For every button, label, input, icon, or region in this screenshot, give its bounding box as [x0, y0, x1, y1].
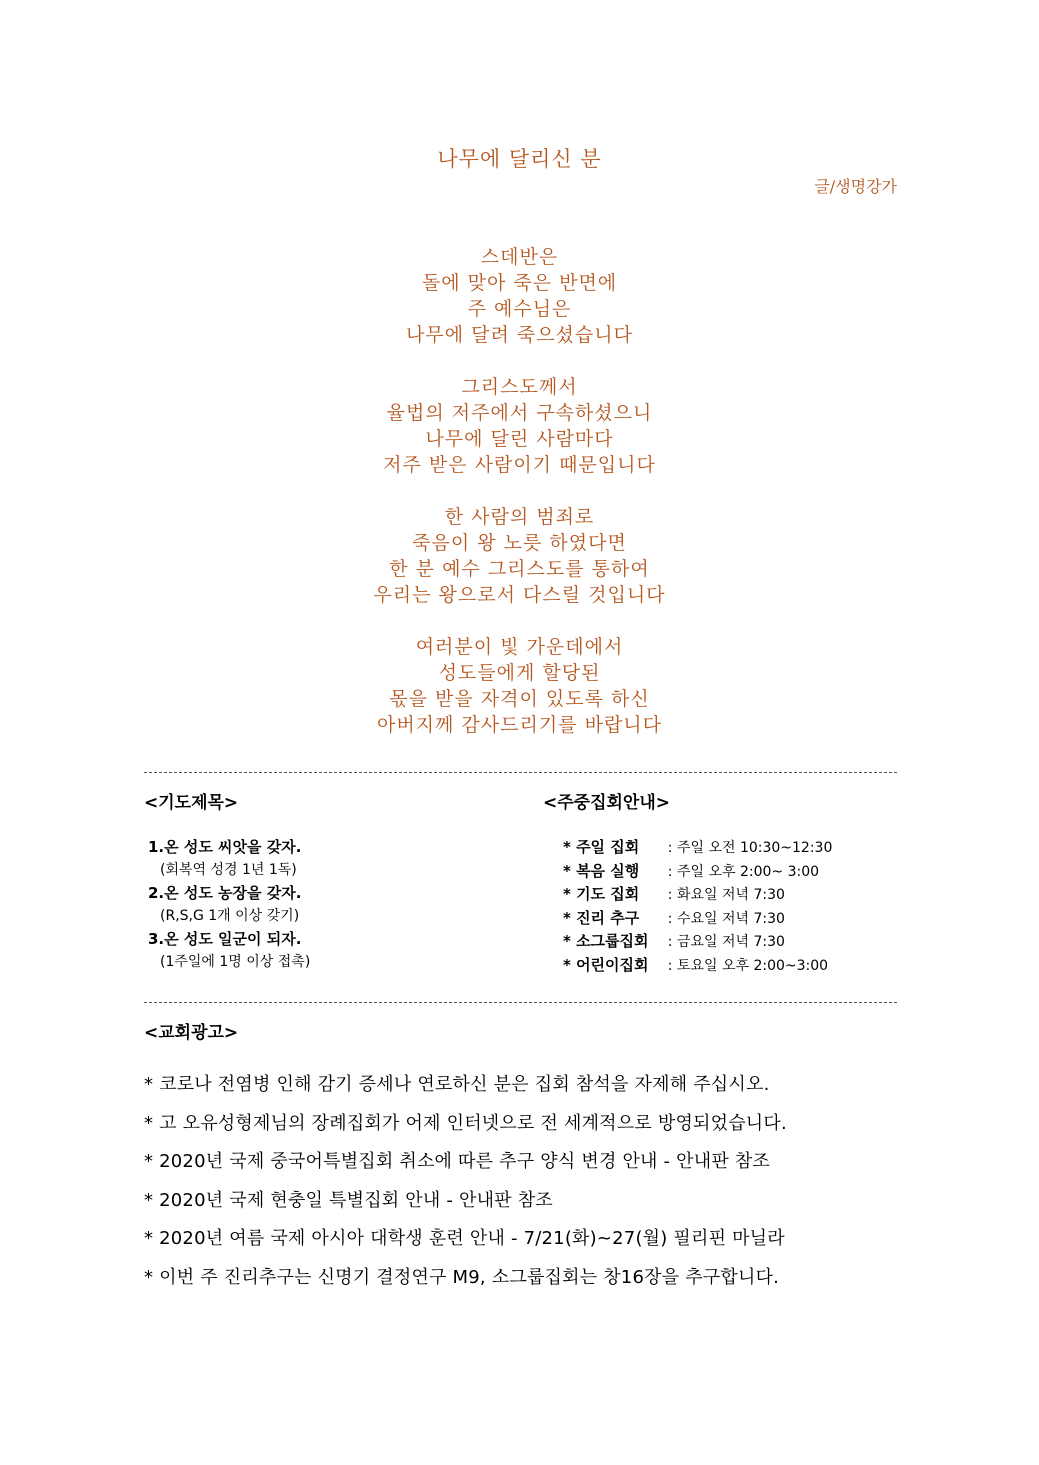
prayer-item-note: (1주일에 1명 이상 접촉): [160, 954, 311, 970]
announcement-item: * 2020년 국제 현충일 특별집회 안내 - 안내판 참조: [144, 1189, 553, 1211]
meeting-row: [563, 883, 832, 907]
meeting-time: : 주일 오후 2:00~ 3:00: [667, 863, 820, 880]
section-divider: [144, 772, 897, 773]
poem-line: 한 분 예수 그리스도를 통하여: [389, 558, 650, 580]
meetings-heading: <주중집회안내>: [543, 793, 671, 813]
announcement-item: * 이번 주 진리추구는 신명기 결정연구 M9, 소그룹집회는 창16장을 추구합니다.: [144, 1266, 780, 1288]
meeting-name: * 어린이집회: [563, 955, 649, 974]
meeting-name: * 복음 실행: [563, 861, 640, 880]
poem-body: [0, 244, 1039, 764]
prayer-item-title: 2.온 성도 농장을 갖자.: [148, 884, 302, 902]
meeting-row: [563, 954, 832, 978]
poem-stanza: [0, 504, 1039, 608]
meeting-time: : 금요일 저녁 7:30: [667, 934, 785, 950]
poem-line: 스데반은: [480, 246, 559, 268]
prayer-item-title: 3.온 성도 일군이 되자.: [148, 930, 302, 948]
meeting-name: * 주일 집회: [563, 838, 640, 856]
prayer-list: [148, 836, 310, 974]
section-divider: [144, 1002, 897, 1003]
prayer-heading: <기도제목>: [144, 793, 239, 813]
poem-title: 나무에 달리신 분: [437, 147, 602, 171]
meeting-row: [563, 860, 832, 884]
meeting-name: * 진리 추구: [563, 908, 640, 927]
meeting-time: : 토요일 오후 2:00~3:00: [667, 957, 829, 974]
poem-line: 그리스도께서: [461, 376, 578, 398]
meeting-name: * 기도 집회: [563, 885, 640, 903]
meeting-time: : 화요일 저녁 7:30: [667, 887, 785, 903]
poem-line: 나무에 달려 죽으셨습니다: [406, 324, 633, 346]
poem-line: 주 예수님은: [467, 298, 572, 320]
meeting-name: * 소그룹집회: [563, 932, 649, 950]
poem-line: 몫을 받을 자격이 있도록 하신: [389, 688, 650, 710]
poem-stanza: [0, 244, 1039, 348]
poem-stanza: [0, 634, 1039, 738]
meeting-schedule: [563, 836, 832, 977]
prayer-item-title: 1.온 성도 씨앗을 갖자.: [148, 838, 302, 856]
poem-stanza: [0, 374, 1039, 478]
announcement-item: * 2020년 여름 국제 아시아 대학생 훈련 안내 - 7/21(화)~27(월) 필리핀 마닐라: [144, 1228, 785, 1249]
poem-line: 우리는 왕으로서 다스릴 것입니다: [373, 584, 666, 606]
meeting-row: [563, 836, 832, 860]
poem-line: 저주 받은 사람이기 때문입니다: [383, 454, 656, 476]
announcement-item: * 2020년 국제 중국어특별집회 취소에 따른 추구 양식 변경 안내 - 안내판 참조: [144, 1151, 771, 1172]
announcement-item: * 고 오유성형제님의 장례집회가 어제 인터넷으로 전 세계적으로 방영되었습니다.: [144, 1112, 787, 1134]
poem-line: 여러분이 빛 가운데에서: [415, 636, 624, 658]
meeting-time: : 주일 오전 10:30~12:30: [667, 840, 833, 856]
prayer-item-note: (R,S,G 1개 이상 갖기): [160, 908, 300, 924]
poem-line: 율법의 저주에서 구속하셨으니: [386, 402, 653, 424]
poem-line: 돌에 맞아 죽은 반면에: [421, 272, 618, 294]
poem-line: 나무에 달린 사람마다: [425, 428, 614, 450]
prayer-item-note: (회복역 성경 1년 1독): [160, 862, 297, 878]
poem-line: 한 사람의 범죄로: [444, 506, 595, 528]
meeting-row: [563, 930, 832, 954]
meeting-time: : 수요일 저녁 7:30: [667, 910, 785, 927]
announcement-item: * 코로나 전염병 인해 감기 증세나 연로하신 분은 집회 참석을 자제해 주십시오.: [144, 1074, 770, 1095]
poem-author: 글/생명강가: [814, 177, 897, 196]
meeting-row: [563, 907, 832, 931]
poem-line: 성도들에게 할당된: [438, 662, 601, 684]
announcements-list: [144, 1066, 914, 1297]
ads-heading: <교회광고>: [144, 1023, 239, 1043]
poem-line: 아버지께 감사드리기를 바랍니다: [376, 714, 663, 736]
poem-line: 죽음이 왕 노릇 하였다면: [412, 532, 627, 554]
